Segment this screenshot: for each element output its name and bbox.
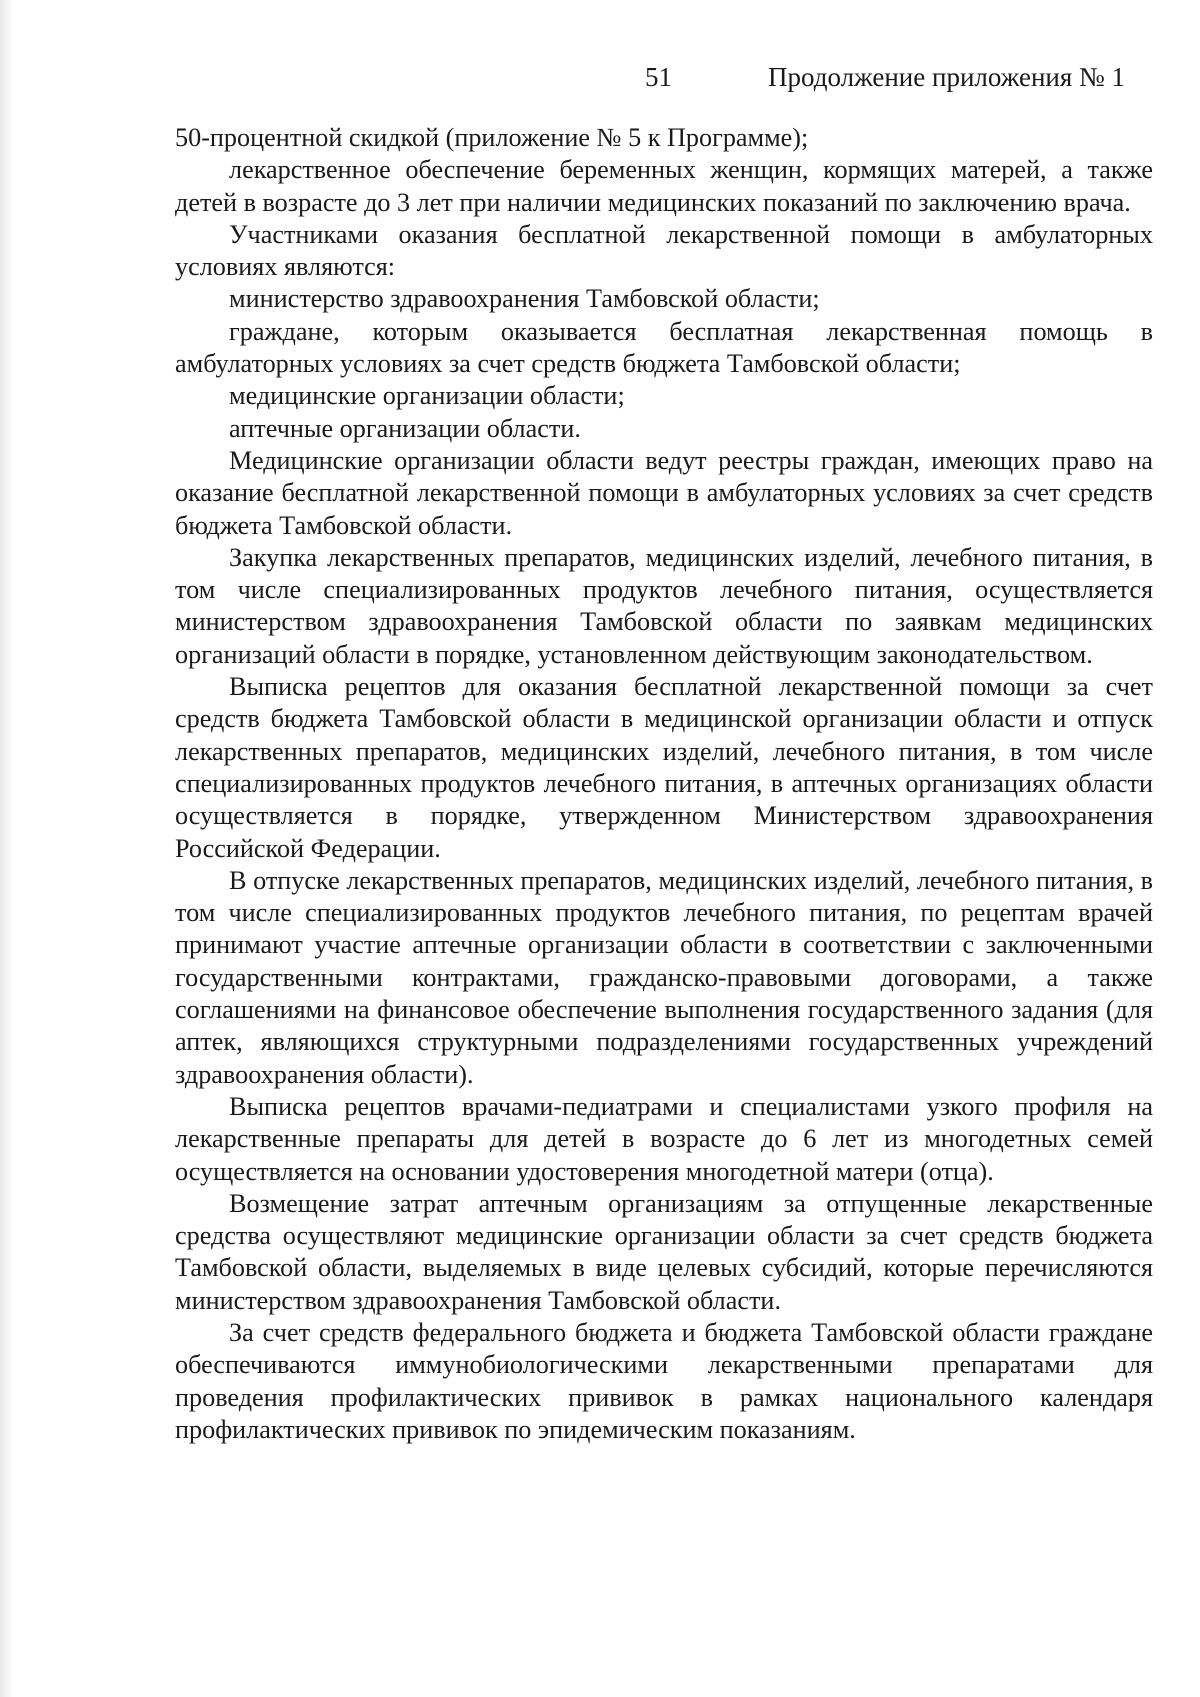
paragraph-continuation: 50-процентной скидкой (приложение № 5 к Программе); [175,123,809,152]
list-item: министерство здравоохранения Тамбовской области; [229,284,820,314]
list-item: медицинские организации области; [229,381,625,411]
paragraph: Выписка рецептов врачами-педиатрами и специалистами узкого профиля на лекарственные препараты для детей в возрасте до 6 лет из многодетных семей осуществляется на основании удостоверения многодетной матери (отца). [175,1091,1153,1186]
paragraph: За счет средств федерального бюджета и бюджета Тамбовской области граждане обеспечиваются иммунобиологическими лекарственными препаратами для проведения профилактических прививок в рамках национального календаря профилактических прививок по эпидемическим показаниям. [175,1317,1153,1444]
paragraph: Выписка рецептов для оказания бесплатной лекарственной помощи за счет средств бюджета Тамбовской области в медицинской организации области и отпуск лекарственных препаратов, медицинских изделий, лечебного питания, в том числе специализированных продуктов лечебного питания, в аптечных организациях области осуществляется в порядке, утвержденном Министерством здравоохранения Российской Федерации. [175,672,1153,863]
page-header [0,62,1200,102]
scan-edge [0,0,14,1697]
paragraph: лекарственное обеспечение беременных женщин, кормящих матерей, а также детей в возрасте до 3 лет при наличии медицинских показаний по заключению врача. [175,155,1153,217]
appendix-caption: Продолжение приложения № 1 [768,62,1126,92]
paragraph: Возмещение затрат аптечным организациям за отпущенные лекарственные средства осуществляют медицинские организации области за счет средств бюджета Тамбовской области, выделяемых в виде целевых субсидий, которые перечисляются министерством здравоохранения Тамбовской области. [175,1188,1153,1315]
paragraph: В отпуске лекарственных препаратов, медицинских изделий, лечебного питания, в том числе специализированных продуктов лечебного питания, по рецептам врачей принимают участие аптечные организации области в соответствии с заключенными государственными контрактами, гражданско-правовыми договорами, а также соглашениями на финансовое обеспечение выполнения государственного задания (для аптек, являющихся структурными подразделениями государственных учреждений здравоохранения области). [175,865,1153,1089]
list-item: граждане, которым оказывается бесплатная лекарственная помощь в амбулаторных условиях за счет средств бюджета Тамбовской области; [175,316,1153,379]
list-item: аптечные организации области. [229,413,581,443]
page-number: 51 [645,62,672,92]
paragraph: Закупка лекарственных препаратов, медицинских изделий, лечебного питания, в том числе специализированных продуктов лечебного питания, осуществляется министерством здравоохранения Тамбовской области по заявкам медицинских организаций области в порядке, установленном действующим законодательством. [175,542,1153,669]
paragraph: Медицинские организации области ведут реестры граждан, имеющих право на оказание бесплатной лекарственной помощи в амбулаторных условиях за счет средств бюджета Тамбовской области. [175,445,1153,540]
document-body [175,122,1153,1446]
paragraph: Участниками оказания бесплатной лекарственной помощи в амбулаторных условиях являются: [175,219,1153,282]
